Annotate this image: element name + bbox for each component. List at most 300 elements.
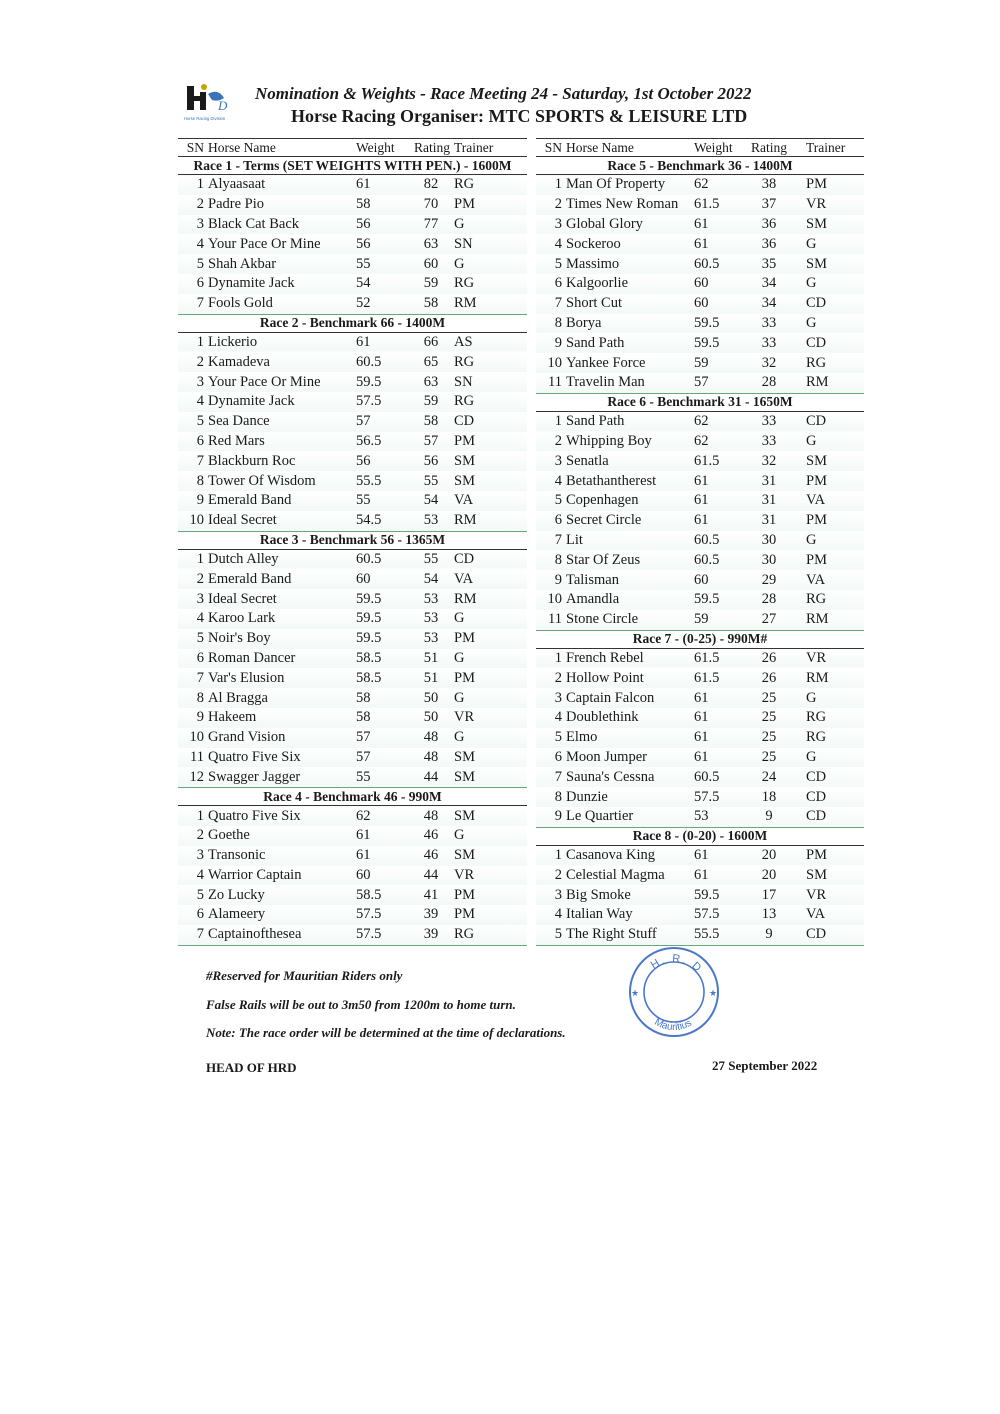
- entry-row: [536, 668, 864, 688]
- entry-trainer: RG: [792, 590, 864, 610]
- entry-horse-name: Ideal Secret: [208, 511, 350, 531]
- entry-trainer: SM: [448, 767, 527, 787]
- entry-sn: 2: [536, 668, 566, 688]
- entry-row: [536, 353, 864, 373]
- entry-trainer: G: [448, 609, 527, 629]
- entry-rating: 20: [746, 845, 792, 865]
- entry-horse-name: Elmo: [566, 728, 690, 748]
- entry-sn: 7: [536, 531, 566, 551]
- entry-sn: 12: [178, 767, 208, 787]
- entry-trainer: CD: [792, 807, 864, 827]
- entry-horse-name: Sand Path: [566, 411, 690, 431]
- entry-weight: 61: [350, 826, 414, 846]
- entry-rating: 39: [414, 925, 448, 945]
- right-column-table: [536, 138, 848, 946]
- entry-rating: 31: [746, 511, 792, 531]
- entry-rating: 34: [746, 294, 792, 314]
- entry-trainer: PM: [448, 885, 527, 905]
- entry-sn: 1: [536, 648, 566, 668]
- entry-sn: 10: [536, 590, 566, 610]
- entry-row: [536, 195, 864, 215]
- entry-trainer: G: [448, 688, 527, 708]
- entry-rating: 34: [746, 274, 792, 294]
- entry-horse-name: Secret Circle: [566, 511, 690, 531]
- entry-rating: 48: [414, 728, 448, 748]
- col-horse-name: Horse Name: [566, 139, 690, 157]
- entry-row: [178, 352, 527, 372]
- entry-horse-name: Karoo Lark: [208, 609, 350, 629]
- entry-row: [178, 451, 527, 471]
- entry-row: [178, 254, 527, 274]
- entry-sn: 3: [178, 215, 208, 235]
- entry-sn: 5: [178, 629, 208, 649]
- entry-rating: 9: [746, 925, 792, 945]
- entry-horse-name: Yankee Force: [566, 353, 690, 373]
- entry-sn: 1: [178, 549, 208, 569]
- entry-horse-name: Zo Lucky: [208, 885, 350, 905]
- entry-trainer: G: [448, 215, 527, 235]
- entry-weight: 58: [350, 688, 414, 708]
- col-horse-name: Horse Name: [208, 139, 350, 157]
- entry-weight: 61: [350, 332, 414, 352]
- entry-rating: 32: [746, 353, 792, 373]
- race-heading-row: [178, 157, 527, 175]
- entry-sn: 2: [178, 195, 208, 215]
- entry-rating: 54: [414, 569, 448, 589]
- entry-horse-name: Swagger Jagger: [208, 767, 350, 787]
- entry-trainer: CD: [792, 787, 864, 807]
- entry-rating: 77: [414, 215, 448, 235]
- entry-horse-name: Borya: [566, 314, 690, 334]
- entry-weight: 59: [690, 353, 746, 373]
- entry-horse-name: Shah Akbar: [208, 254, 350, 274]
- entry-sn: 3: [536, 215, 566, 235]
- entry-trainer: G: [792, 234, 864, 254]
- entry-rating: 57: [414, 432, 448, 452]
- entry-rating: 60: [414, 254, 448, 274]
- entry-sn: 4: [178, 392, 208, 412]
- entry-row: [536, 451, 864, 471]
- entry-weight: 58.5: [350, 649, 414, 669]
- entry-trainer: RM: [448, 589, 527, 609]
- entry-row: [536, 748, 864, 768]
- entry-row: [178, 511, 527, 531]
- entry-row: [536, 610, 864, 630]
- entry-horse-name: Sockeroo: [566, 234, 690, 254]
- entry-row: [178, 688, 527, 708]
- entry-row: [536, 550, 864, 570]
- entry-trainer: PM: [792, 845, 864, 865]
- entry-weight: 55: [350, 254, 414, 274]
- race-heading-row: [178, 531, 527, 549]
- entry-row: [536, 807, 864, 827]
- entry-horse-name: Celestial Magma: [566, 866, 690, 886]
- left-column-table: [178, 138, 515, 946]
- entry-weight: 59.5: [690, 333, 746, 353]
- entry-weight: 60: [690, 570, 746, 590]
- entry-row: [178, 668, 527, 688]
- entry-weight: 53: [690, 807, 746, 827]
- entry-weight: 61.5: [690, 195, 746, 215]
- entry-sn: 2: [178, 352, 208, 372]
- entry-row: [536, 866, 864, 886]
- entry-rating: 41: [414, 885, 448, 905]
- entry-sn: 6: [178, 432, 208, 452]
- entry-rating: 33: [746, 333, 792, 353]
- entry-weight: 61.5: [690, 648, 746, 668]
- entry-row: [178, 846, 527, 866]
- entry-weight: 61: [690, 688, 746, 708]
- race-heading-row: [536, 157, 864, 175]
- entry-row: [178, 728, 527, 748]
- entry-row: [178, 491, 527, 511]
- right-header-row: [536, 139, 864, 157]
- entry-trainer: RM: [448, 294, 527, 314]
- entry-row: [178, 629, 527, 649]
- entry-row: [536, 728, 864, 748]
- entry-weight: 60.5: [690, 767, 746, 787]
- entry-horse-name: Ideal Secret: [208, 589, 350, 609]
- entry-trainer: SM: [448, 748, 527, 768]
- entry-sn: 3: [178, 589, 208, 609]
- entry-trainer: RG: [448, 175, 527, 195]
- race-heading: Race 5 - Benchmark 36 - 1400M: [536, 157, 864, 175]
- entry-sn: 8: [536, 314, 566, 334]
- entry-trainer: SM: [792, 215, 864, 235]
- entry-row: [536, 254, 864, 274]
- entry-weight: 60.5: [350, 352, 414, 372]
- entry-weight: 58: [350, 708, 414, 728]
- entry-weight: 57: [350, 748, 414, 768]
- entry-horse-name: Dynamite Jack: [208, 274, 350, 294]
- entry-sn: 6: [536, 274, 566, 294]
- entry-horse-name: Whipping Boy: [566, 432, 690, 452]
- entry-sn: 7: [178, 668, 208, 688]
- left-header-row: [178, 139, 527, 157]
- entry-rating: 25: [746, 748, 792, 768]
- entry-trainer: SN: [448, 234, 527, 254]
- entry-trainer: PM: [792, 175, 864, 195]
- entry-horse-name: French Rebel: [566, 648, 690, 668]
- entry-horse-name: Goethe: [208, 826, 350, 846]
- entry-horse-name: Your Pace Or Mine: [208, 372, 350, 392]
- entry-weight: 59.5: [350, 629, 414, 649]
- entry-rating: 25: [746, 708, 792, 728]
- entry-trainer: PM: [448, 432, 527, 452]
- entry-sn: 8: [536, 787, 566, 807]
- race-heading-row: [536, 827, 864, 845]
- entry-horse-name: Betathantherest: [566, 471, 690, 491]
- entry-rating: 28: [746, 590, 792, 610]
- entry-weight: 62: [690, 175, 746, 195]
- entry-rating: 27: [746, 610, 792, 630]
- entry-rating: 9: [746, 807, 792, 827]
- entry-weight: 61: [690, 511, 746, 531]
- entry-sn: 4: [178, 234, 208, 254]
- col-rating: Rating: [746, 139, 792, 157]
- entry-horse-name: Stone Circle: [566, 610, 690, 630]
- entry-rating: 26: [746, 648, 792, 668]
- entry-horse-name: Sea Dance: [208, 412, 350, 432]
- entry-weight: 59.5: [690, 885, 746, 905]
- entry-rating: 50: [414, 708, 448, 728]
- entry-horse-name: Fools Gold: [208, 294, 350, 314]
- entry-rating: 54: [414, 491, 448, 511]
- entry-row: [536, 314, 864, 334]
- entry-rating: 58: [414, 294, 448, 314]
- entry-rating: 31: [746, 491, 792, 511]
- entry-weight: 61: [350, 846, 414, 866]
- entry-trainer: G: [792, 274, 864, 294]
- entry-rating: 39: [414, 905, 448, 925]
- entry-horse-name: Sauna's Cessna: [566, 767, 690, 787]
- entry-row: [536, 648, 864, 668]
- entry-row: [536, 234, 864, 254]
- entry-trainer: G: [792, 748, 864, 768]
- entry-rating: 33: [746, 432, 792, 452]
- entry-sn: 5: [536, 728, 566, 748]
- entry-horse-name: Kamadeva: [208, 352, 350, 372]
- entry-weight: 61: [690, 471, 746, 491]
- entry-row: [178, 569, 527, 589]
- entry-weight: 56.5: [350, 432, 414, 452]
- entry-row: [536, 925, 864, 945]
- race-heading: Race 4 - Benchmark 46 - 990M: [178, 788, 527, 806]
- svg-text:Horse Racing Division: Horse Racing Division: [184, 116, 226, 121]
- entry-trainer: SM: [792, 254, 864, 274]
- entry-weight: 58.5: [350, 885, 414, 905]
- entry-weight: 59.5: [350, 589, 414, 609]
- entry-weight: 60.5: [690, 531, 746, 551]
- entry-trainer: G: [792, 688, 864, 708]
- entry-weight: 59: [690, 610, 746, 630]
- entry-row: [178, 767, 527, 787]
- entry-trainer: SM: [448, 471, 527, 491]
- entry-trainer: PM: [448, 905, 527, 925]
- entry-trainer: RG: [792, 353, 864, 373]
- entry-trainer: VR: [448, 866, 527, 886]
- entry-weight: 57.5: [350, 925, 414, 945]
- entry-row: [178, 392, 527, 412]
- entry-sn: 5: [178, 412, 208, 432]
- entry-weight: 60: [690, 274, 746, 294]
- stamp-bottom-text: Mauritius: [652, 1016, 694, 1034]
- entry-weight: 55: [350, 491, 414, 511]
- entry-rating: 53: [414, 511, 448, 531]
- entry-trainer: G: [792, 314, 864, 334]
- entry-horse-name: Tower Of Wisdom: [208, 471, 350, 491]
- entry-rating: 31: [746, 471, 792, 491]
- entry-trainer: RM: [792, 668, 864, 688]
- entry-rating: 46: [414, 846, 448, 866]
- entry-trainer: VA: [792, 491, 864, 511]
- entry-row: [178, 175, 527, 195]
- entry-rating: 63: [414, 234, 448, 254]
- entry-trainer: RG: [448, 274, 527, 294]
- entry-weight: 60: [350, 569, 414, 589]
- entry-sn: 3: [536, 885, 566, 905]
- entry-rating: 28: [746, 373, 792, 393]
- entry-row: [536, 570, 864, 590]
- entry-rating: 13: [746, 905, 792, 925]
- entry-weight: 56: [350, 451, 414, 471]
- entry-horse-name: Amandla: [566, 590, 690, 610]
- entry-rating: 59: [414, 274, 448, 294]
- entry-weight: 56: [350, 215, 414, 235]
- entry-horse-name: Dunzie: [566, 787, 690, 807]
- entry-row: [178, 866, 527, 886]
- entry-sn: 11: [536, 373, 566, 393]
- svg-text:Mauritius: [652, 1017, 693, 1033]
- entry-sn: 6: [536, 511, 566, 531]
- entry-rating: 32: [746, 451, 792, 471]
- entry-rating: 44: [414, 866, 448, 886]
- entry-row: [178, 826, 527, 846]
- entry-horse-name: Al Bragga: [208, 688, 350, 708]
- entry-sn: 6: [178, 905, 208, 925]
- entry-sn: 9: [536, 570, 566, 590]
- entry-weight: 55: [350, 767, 414, 787]
- entry-trainer: G: [792, 432, 864, 452]
- entry-trainer: CD: [448, 412, 527, 432]
- entry-sn: 3: [178, 372, 208, 392]
- entry-weight: 59.5: [350, 609, 414, 629]
- entry-horse-name: Copenhagen: [566, 491, 690, 511]
- entry-weight: 57.5: [350, 905, 414, 925]
- entry-horse-name: Captainofthesea: [208, 925, 350, 945]
- entry-horse-name: The Right Stuff: [566, 925, 690, 945]
- entry-rating: 46: [414, 826, 448, 846]
- entry-sn: 3: [536, 451, 566, 471]
- entry-sn: 2: [178, 569, 208, 589]
- entry-rating: 48: [414, 748, 448, 768]
- entry-sn: 2: [536, 866, 566, 886]
- entry-weight: 61.5: [690, 668, 746, 688]
- entry-horse-name: Lit: [566, 531, 690, 551]
- entry-row: [536, 767, 864, 787]
- entry-sn: 1: [178, 806, 208, 826]
- entry-rating: 37: [746, 195, 792, 215]
- entry-trainer: RG: [448, 352, 527, 372]
- entry-sn: 9: [178, 491, 208, 511]
- entry-sn: 4: [536, 471, 566, 491]
- entry-weight: 57: [350, 412, 414, 432]
- race-heading: Race 6 - Benchmark 31 - 1650M: [536, 393, 864, 411]
- entry-rating: 51: [414, 668, 448, 688]
- entry-trainer: CD: [792, 411, 864, 431]
- entry-trainer: VR: [792, 195, 864, 215]
- entry-weight: 59.5: [690, 314, 746, 334]
- entry-trainer: PM: [448, 629, 527, 649]
- entry-sn: 10: [536, 353, 566, 373]
- entry-rating: 18: [746, 787, 792, 807]
- note-race-order: Note: The race order will be determined at the time of declarations.: [206, 1025, 566, 1040]
- entry-row: [536, 845, 864, 865]
- entry-weight: 62: [690, 432, 746, 452]
- entry-row: [536, 511, 864, 531]
- entry-row: [178, 806, 527, 826]
- entry-weight: 60: [690, 294, 746, 314]
- entry-sn: 11: [536, 610, 566, 630]
- entry-horse-name: Lickerio: [208, 332, 350, 352]
- entry-trainer: RM: [792, 610, 864, 630]
- page-title: Nomination & Weights - Race Meeting 24 - Saturday, 1st October 2022: [255, 84, 752, 103]
- entry-weight: 60.5: [690, 550, 746, 570]
- entry-sn: 4: [536, 708, 566, 728]
- entry-sn: 7: [178, 294, 208, 314]
- entry-row: [536, 787, 864, 807]
- entry-horse-name: Quatro Five Six: [208, 806, 350, 826]
- entry-weight: 61: [690, 215, 746, 235]
- entry-row: [178, 589, 527, 609]
- entry-sn: 2: [536, 195, 566, 215]
- entry-sn: 4: [178, 609, 208, 629]
- entry-sn: 1: [178, 332, 208, 352]
- entry-trainer: G: [448, 254, 527, 274]
- entry-rating: 38: [746, 175, 792, 195]
- entry-horse-name: Dutch Alley: [208, 549, 350, 569]
- entry-weight: 57: [690, 373, 746, 393]
- entry-horse-name: Noir's Boy: [208, 629, 350, 649]
- entry-trainer: VA: [448, 569, 527, 589]
- entry-weight: 55.5: [350, 471, 414, 491]
- entry-trainer: VA: [792, 905, 864, 925]
- entry-trainer: CD: [448, 549, 527, 569]
- entry-sn: 7: [178, 451, 208, 471]
- entry-rating: 59: [414, 392, 448, 412]
- entry-horse-name: Warrior Captain: [208, 866, 350, 886]
- entry-weight: 61: [690, 234, 746, 254]
- entry-weight: 61: [690, 728, 746, 748]
- entry-row: [536, 432, 864, 452]
- entry-horse-name: Hollow Point: [566, 668, 690, 688]
- entry-sn: 4: [536, 234, 566, 254]
- col-rating: Rating: [414, 139, 450, 155]
- entry-trainer: SM: [792, 866, 864, 886]
- entry-weight: 60.5: [690, 254, 746, 274]
- page-subtitle: Horse Racing Organiser: MTC SPORTS & LEISURE LTD: [291, 106, 748, 126]
- entry-rating: 51: [414, 649, 448, 669]
- entry-weight: 58: [350, 195, 414, 215]
- entry-sn: 9: [536, 333, 566, 353]
- entry-row: [178, 234, 527, 254]
- entry-sn: 1: [536, 845, 566, 865]
- entry-rating: 48: [414, 806, 448, 826]
- entry-trainer: RM: [448, 511, 527, 531]
- entry-weight: 57.5: [350, 392, 414, 412]
- entry-sn: 10: [178, 511, 208, 531]
- entry-row: [178, 649, 527, 669]
- entry-weight: 55.5: [690, 925, 746, 945]
- entry-trainer: RG: [792, 728, 864, 748]
- entry-weight: 54.5: [350, 511, 414, 531]
- entry-trainer: PM: [448, 195, 527, 215]
- entry-weight: 62: [690, 411, 746, 431]
- entry-row: [178, 925, 527, 945]
- entry-horse-name: Senatla: [566, 451, 690, 471]
- entry-horse-name: Alyaasaat: [208, 175, 350, 195]
- entry-sn: 8: [178, 471, 208, 491]
- entry-rating: 33: [746, 411, 792, 431]
- entry-weight: 54: [350, 274, 414, 294]
- entry-horse-name: Talisman: [566, 570, 690, 590]
- entry-trainer: G: [448, 728, 527, 748]
- entry-rating: 56: [414, 451, 448, 471]
- entry-horse-name: Travelin Man: [566, 373, 690, 393]
- entry-rating: 33: [746, 314, 792, 334]
- entry-horse-name: Kalgoorlie: [566, 274, 690, 294]
- entry-rating: 53: [414, 589, 448, 609]
